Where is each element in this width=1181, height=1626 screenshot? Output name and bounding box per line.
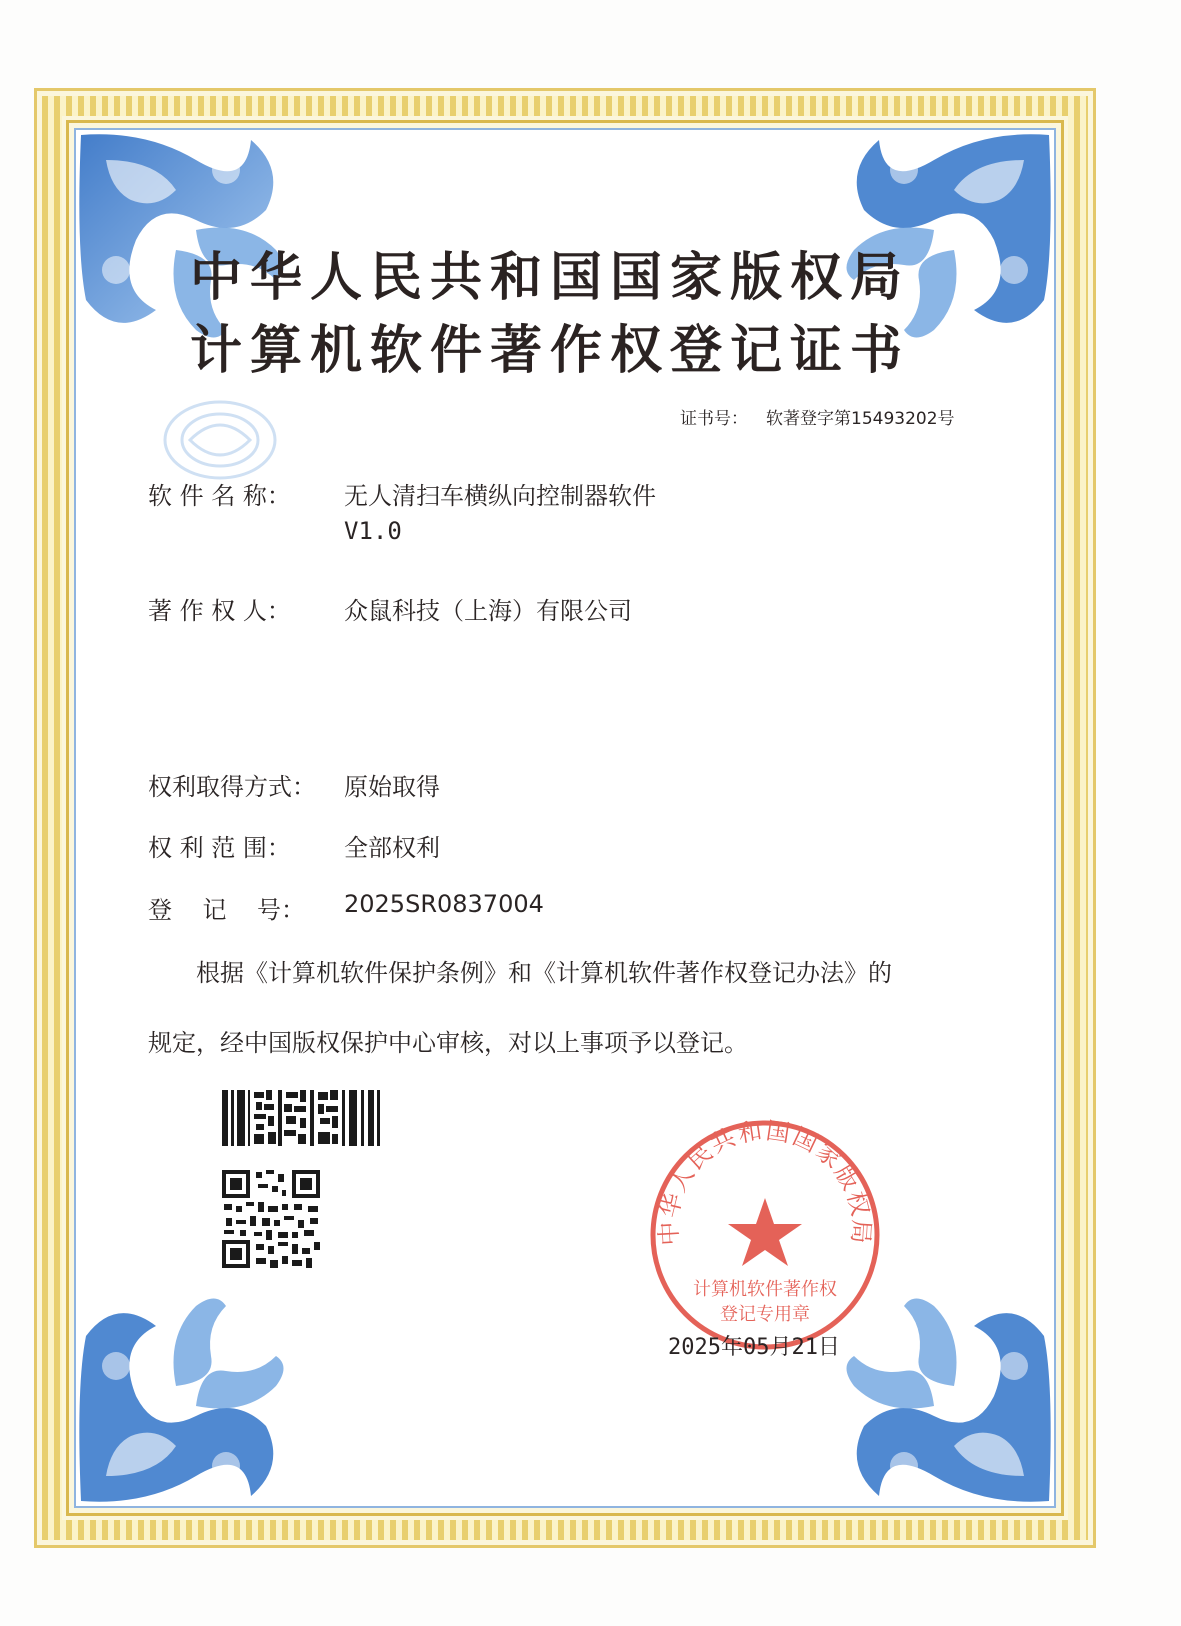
- issue-date: [668, 1330, 840, 1361]
- software-name-label: 软 件 名 称：: [148, 482, 291, 510]
- corner-ornament-bottom-left: [76, 1246, 336, 1506]
- date-year-suffix: 年: [720, 1335, 743, 1360]
- date-month-suffix: 月: [769, 1335, 792, 1360]
- registration-statement: [148, 938, 978, 1078]
- seal-inner-text-1: 计算机软件著作权: [693, 1279, 837, 1300]
- certificate-number-label: 证书号：: [680, 409, 748, 429]
- software-name-value: 无人清扫车横纵向控制器软件: [344, 482, 656, 510]
- date-year: 2025: [668, 1335, 721, 1360]
- field-acquisition-method: [148, 767, 440, 802]
- rights-scope-value: 全部权利: [344, 834, 440, 862]
- certificate-number: [680, 404, 955, 429]
- field-copyright-owner: [148, 591, 632, 626]
- field-software-name: [148, 476, 656, 545]
- copyright-owner-value: 众鼠科技（上海）有限公司: [344, 597, 632, 625]
- statement-line2: 规定，经中国版权保护中心审核，对以上事项予以登记。: [148, 1029, 748, 1057]
- rights-scope-label: 权 利 范 围：: [148, 834, 291, 862]
- barcode-icon: [222, 1090, 380, 1146]
- statement-line1: 根据《计算机软件保护条例》和《计算机软件著作权登记办法》的: [196, 959, 892, 987]
- field-rights-scope: [148, 828, 440, 863]
- acquisition-method-value: 原始取得: [344, 773, 440, 801]
- copyright-owner-label: 著 作 权 人：: [148, 597, 291, 625]
- official-seal-icon: [640, 1110, 890, 1360]
- date-month: 05: [743, 1335, 770, 1360]
- date-day: 21: [791, 1335, 819, 1360]
- qr-code-icon: [222, 1170, 320, 1268]
- acquisition-method-label: 权利取得方式：: [148, 773, 316, 801]
- registration-number-value: 2025SR0837004: [344, 890, 544, 918]
- certificate-number-value: 软著登字第15493202号: [766, 409, 955, 429]
- field-registration-number: [148, 890, 544, 925]
- date-day-suffix: 日: [818, 1335, 841, 1360]
- seal-inner-text-2: 登记专用章: [720, 1304, 810, 1325]
- seal-outer-text: 中华人民共和国国家版权局: [654, 1116, 876, 1247]
- page-title-line2: 计算机软件著作权登记证书: [189, 320, 910, 381]
- page-title-line1: 中华人民共和国国家版权局: [189, 247, 910, 308]
- software-version-value: V1.0: [344, 517, 402, 545]
- registration-number-label: 登 记 号：: [148, 896, 306, 924]
- emblem-watermark-icon: [160, 395, 280, 485]
